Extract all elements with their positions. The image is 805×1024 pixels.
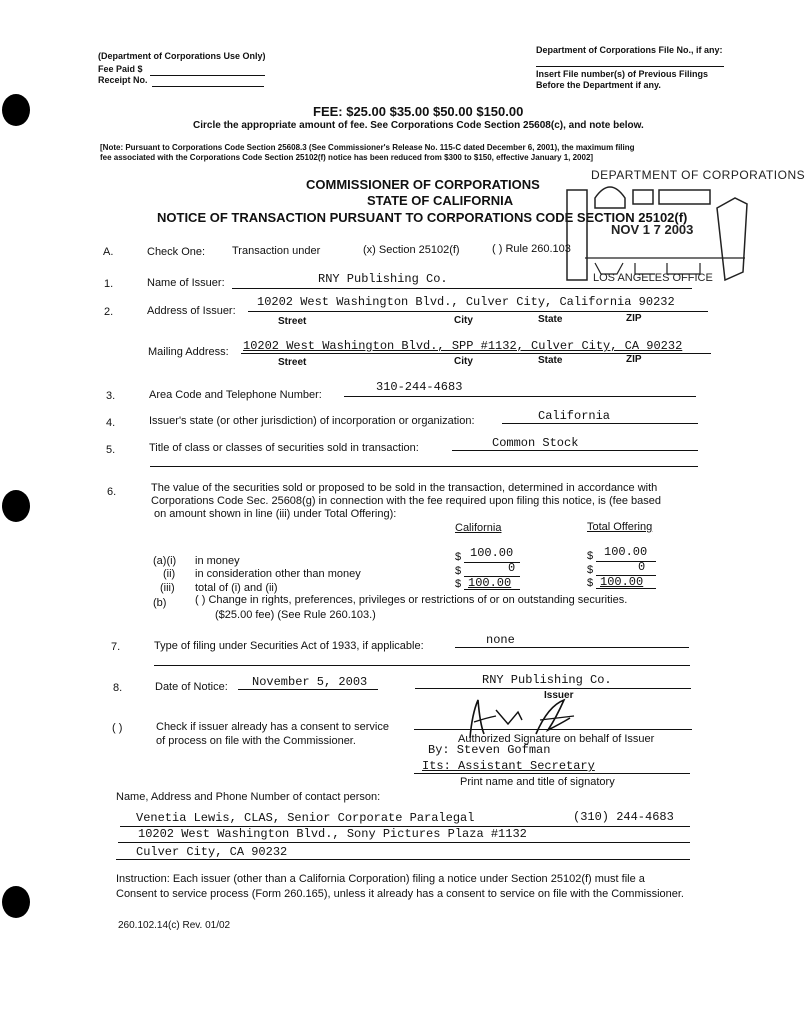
prev-filings-1: Insert File number(s) of Previous Filings	[536, 69, 709, 79]
dept-use-only: (Department of Corporations Use Only)	[98, 51, 266, 61]
row-b-index: (b)	[153, 597, 167, 609]
received-stamp	[555, 168, 805, 288]
item-5-number: 5.	[106, 444, 116, 456]
item-1-number: 1.	[104, 278, 114, 290]
signatory-name[interactable]: By: Steven Gofman	[428, 743, 551, 757]
row-aiii-label: total of (i) and (ii)	[195, 582, 278, 594]
contact-name[interactable]: Venetia Lewis, CLAS, Senior Corporate Paralegal	[136, 811, 475, 825]
row-b-line-2: ($25.00 fee) (See Rule 260.103.)	[215, 609, 376, 621]
contact-line-3	[116, 859, 690, 860]
issuer-caption: Issuer	[544, 690, 574, 701]
telephone-value[interactable]: 310-244-4683	[376, 380, 463, 394]
instruction-line-2: Consent to service process (Form 260.165), unless it already has a consent to service on file with the Commissioner.	[116, 888, 684, 900]
row-aii-total-value[interactable]: 0	[638, 560, 646, 574]
item-8-number: 8.	[113, 682, 123, 694]
row-aiii-total-dollar: $	[587, 577, 594, 589]
title-commissioner: COMMISSIONER OF CORPORATIONS	[306, 177, 540, 192]
row-aiii-ca-value[interactable]: 100.00	[468, 576, 512, 590]
row-ai-total-line	[596, 561, 656, 562]
item-7-number: 7.	[111, 641, 121, 653]
mailing-street-caption: Street	[278, 357, 307, 368]
title-notice: NOTICE OF TRANSACTION PURSUANT TO CORPORATIONS CODE SECTION 25102(f)	[157, 210, 688, 225]
contact-city[interactable]: Culver City, CA 90232	[136, 845, 288, 859]
signatory-title[interactable]: Its: Assistant Secretary	[422, 759, 595, 773]
note-line-1: [Note: Pursuant to Corporations Code Section 25608.3 (See Commissioner's Release No. 115-C dated December 6, 2001), the maximum filing	[100, 143, 635, 152]
mailing-address-label: Mailing Address:	[148, 346, 229, 358]
row-ai-index: (a)(i)	[153, 555, 177, 567]
incorporation-state-value[interactable]: California	[538, 409, 611, 423]
street-caption: Street	[278, 316, 307, 327]
item-3-number: 3.	[106, 390, 116, 402]
column-california: California	[455, 522, 502, 534]
signature-caption: Authorized Signature on behalf of Issuer	[458, 733, 655, 745]
punch-hole	[2, 886, 30, 918]
date-of-notice-value[interactable]: November 5, 2003	[252, 675, 368, 689]
contact-line-2	[118, 842, 690, 843]
receipt-no-line	[152, 86, 264, 87]
securities-class-line	[452, 450, 698, 451]
item-2-number: 2.	[104, 306, 114, 318]
incorporation-state-label: Issuer's state (or other jurisdiction) of incorporation or organization:	[149, 415, 475, 427]
consent-checkbox[interactable]: ( )	[112, 722, 123, 734]
mailing-address-value[interactable]: 10202 West Washington Blvd., SPP #1132, Culver City, CA 90232	[243, 339, 683, 353]
mailing-city-caption: City	[454, 356, 473, 367]
issuer-address-label: Address of Issuer:	[147, 305, 236, 317]
item-6-number: 6.	[107, 486, 117, 498]
note-line-2: fee associated with the Corporations Code Section 25102(f) notice has been reduced from $300 to $150, effective January 1, 2002]	[100, 153, 594, 162]
consent-text-2: of process on file with the Commissioner.	[156, 735, 356, 747]
consent-text-1: Check if issuer already has a consent to service	[156, 721, 389, 733]
signatory-line	[414, 773, 690, 774]
item-6-text-2: Corporations Code Sec. 25608(g) in connection with the fee required upon filing this notice, is (fee based	[151, 495, 661, 507]
contact-phone[interactable]: (310) 244-4683	[573, 810, 674, 824]
row-ai-total-dollar: $	[587, 550, 594, 562]
fee-amounts: FEE: $25.00 $35.00 $50.00 $150.00	[313, 104, 524, 119]
punch-hole	[2, 94, 30, 126]
row-ai-label: in money	[195, 555, 240, 567]
row-ai-ca-dollar: $	[455, 551, 462, 563]
issuer-address-line	[248, 311, 708, 312]
mailing-state-caption: State	[538, 355, 563, 366]
incorporation-state-line	[502, 423, 698, 424]
securities-class-line-2	[150, 466, 698, 467]
filing-type-value[interactable]: none	[486, 633, 515, 647]
filing-type-label: Type of filing under Securities Act of 1933, if applicable:	[154, 640, 424, 652]
row-ai-ca-value[interactable]: 100.00	[470, 546, 514, 560]
fee-paid-label: Fee Paid $	[98, 64, 143, 74]
stamp-office: LOS ANGELES OFFICE	[593, 272, 713, 284]
date-of-notice-label: Date of Notice:	[155, 681, 228, 693]
filing-type-line	[455, 647, 689, 648]
fee-paid-line	[150, 75, 265, 76]
row-aiii-ca-dollar: $	[455, 578, 462, 590]
transaction-under-label: Transaction under	[232, 245, 321, 257]
contact-label: Name, Address and Phone Number of contact person:	[116, 791, 381, 803]
filing-type-line-2	[154, 665, 690, 666]
city-caption: City	[454, 315, 473, 326]
row-b-line-1[interactable]: ( ) Change in rights, preferences, privileges or restrictions of or on outstanding securities.	[195, 594, 628, 606]
telephone-label: Area Code and Telephone Number:	[149, 389, 322, 401]
title-state: STATE OF CALIFORNIA	[367, 193, 514, 208]
issuer-name-line	[232, 288, 692, 289]
issuer-sign-line	[415, 688, 691, 689]
item-6-text-3: on amount shown in line (iii) under Total Offering):	[154, 508, 397, 520]
issuer-name-value[interactable]: RNY Publishing Co.	[318, 272, 448, 286]
state-caption: State	[538, 314, 563, 325]
securities-class-value[interactable]: Common Stock	[492, 436, 579, 450]
section-a-letter: A.	[103, 246, 114, 258]
check-one-label: Check One:	[147, 246, 206, 258]
contact-address[interactable]: 10202 West Washington Blvd., Sony Pictures Plaza #1132	[138, 827, 527, 841]
row-aii-ca-dollar: $	[455, 565, 462, 577]
row-aii-index: (ii)	[163, 568, 176, 580]
receipt-no-label: Receipt No.	[98, 75, 148, 85]
issuer-sign-value[interactable]: RNY Publishing Co.	[482, 673, 612, 687]
row-aii-ca-value[interactable]: 0	[508, 561, 516, 575]
date-of-notice-line	[238, 689, 378, 690]
instruction-line-1: Instruction: Each issuer (other than a California Corporation) filing a notice under Section 25102(f) must file a	[116, 873, 645, 885]
file-no-label: Department of Corporations File No., if any:	[536, 45, 723, 55]
item-4-number: 4.	[106, 417, 116, 429]
row-aiii-total-value[interactable]: 100.00	[600, 575, 644, 589]
option-rule-260-103[interactable]: ( ) Rule 260.103	[492, 243, 571, 255]
telephone-line	[344, 396, 696, 397]
stamp-date: NOV 1 7 2003	[611, 222, 694, 237]
fee-instruction: Circle the appropriate amount of fee. See Corporations Code Section 25608(c), and note below.	[193, 120, 644, 131]
zip-caption: ZIP	[626, 313, 642, 324]
issuer-name-label: Name of Issuer:	[147, 277, 225, 289]
row-aii-label: in consideration other than money	[195, 568, 361, 580]
row-aii-total-dollar: $	[587, 564, 594, 576]
issuer-address-value[interactable]: 10202 West Washington Blvd., Culver City, California 90232	[257, 295, 675, 309]
row-ai-total-value[interactable]: 100.00	[604, 545, 648, 559]
file-no-line	[536, 66, 724, 67]
column-total-offering: Total Offering	[587, 521, 653, 533]
form-number: 260.102.14(c) Rev. 01/02	[118, 920, 231, 931]
signatory-caption: Print name and title of signatory	[460, 776, 615, 788]
option-25102f[interactable]: (x) Section 25102(f)	[363, 244, 460, 256]
item-6-text-1: The value of the securities sold or proposed to be sold in the transaction, determined in accordance with	[151, 482, 658, 494]
securities-class-label: Title of class or classes of securities sold in transaction:	[149, 442, 419, 454]
row-aiii-index: (iii)	[160, 582, 175, 594]
punch-hole	[2, 490, 30, 522]
mailing-zip-caption: ZIP	[626, 354, 642, 365]
stamp-dept: DEPARTMENT OF CORPORATIONS	[591, 168, 805, 182]
prev-filings-2: Before the Department if any.	[536, 80, 661, 90]
